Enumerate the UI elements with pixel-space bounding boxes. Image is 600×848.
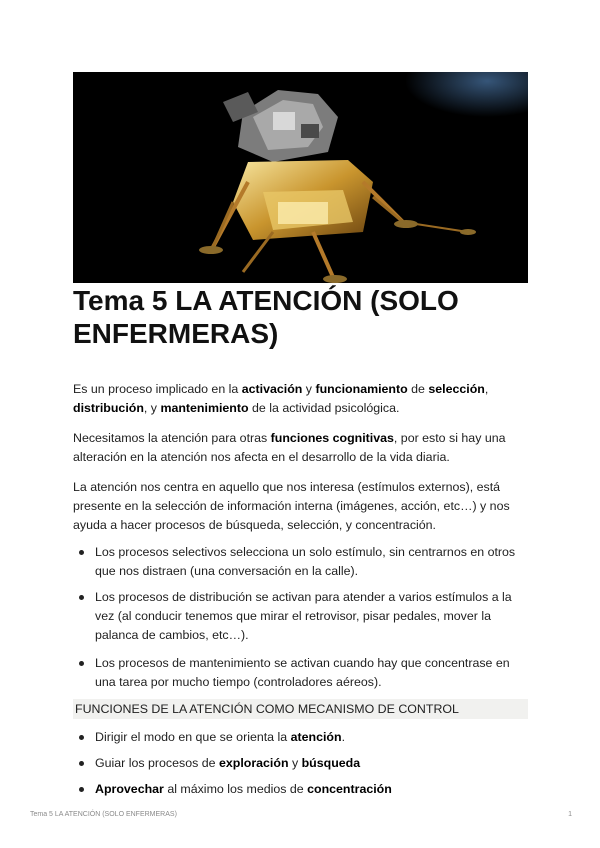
text-segment: , xyxy=(484,382,489,396)
bold-text: mantenimiento xyxy=(160,401,249,415)
text-segment: , por esto si hay una alteración en la atención nos afecta en el desarrollo de la vida diaria. xyxy=(73,431,506,464)
list-item xyxy=(73,780,528,799)
bold-text: Aprovechar xyxy=(95,782,164,796)
list-item-text xyxy=(95,730,345,744)
list-item-text xyxy=(95,656,510,689)
bold-text: activación xyxy=(241,382,303,396)
text-segment: Es un proceso implicado en la xyxy=(73,382,242,396)
bold-text: distribución xyxy=(73,401,144,415)
text-segment: Los procesos de distribución se activan para atender a varios estímulos a la vez (al conducir tenemos que mirar el retrovisor, pisar pedales, mover la palanca de cambios, etc…). xyxy=(95,590,512,642)
text-segment: y xyxy=(288,756,302,770)
text-segment: , y xyxy=(143,401,161,415)
text-segment: Dirigir el modo en que se orienta la xyxy=(95,730,291,744)
text-segment: Los procesos de mantenimiento se activan cuando hay que concentrase en una tarea por mucho tiempo (controladores aéreos). xyxy=(95,656,510,689)
list-item xyxy=(73,754,528,773)
list-item-text xyxy=(95,756,360,770)
paragraph xyxy=(73,478,528,535)
bullet-icon xyxy=(79,735,84,740)
bold-text: exploración xyxy=(218,756,289,770)
bullet-icon xyxy=(79,595,84,600)
paragraph xyxy=(73,429,528,467)
footer-title: Tema 5 LA ATENCIÓN (SOLO ENFERMERAS) xyxy=(30,811,177,818)
bold-text: selección xyxy=(428,382,485,396)
bullet-icon xyxy=(79,661,84,666)
section-header: FUNCIONES DE LA ATENCIÓN COMO MECANISMO DE CONTROL xyxy=(73,699,528,719)
text-segment: y xyxy=(302,382,316,396)
page-number: 1 xyxy=(568,811,572,818)
bullet-icon xyxy=(79,550,84,555)
text-segment: de xyxy=(407,382,429,396)
bold-text: funcionamiento xyxy=(315,382,408,396)
bullet-icon xyxy=(79,761,84,766)
text-segment: Los procesos selectivos selecciona un solo estímulo, sin centrarnos en otros que nos distraen (una conversación en la calle). xyxy=(95,545,516,578)
bold-text: búsqueda xyxy=(301,756,361,770)
page-title: Tema 5 LA ATENCIÓN (SOLO ENFERMERAS) xyxy=(73,285,459,349)
lunar-module-photo-icon xyxy=(73,72,528,283)
list-item xyxy=(73,588,528,645)
bullet-icon xyxy=(79,787,84,792)
list-item-text xyxy=(95,782,392,796)
bullet-list-functions xyxy=(73,728,528,799)
bold-text: funciones cognitivas xyxy=(270,431,394,445)
bold-text: atención xyxy=(290,730,342,744)
bold-text: concentración xyxy=(307,782,392,796)
list-item xyxy=(73,543,528,581)
text-segment: al máximo los medios de xyxy=(163,782,308,796)
paragraph xyxy=(73,380,528,418)
list-item xyxy=(73,728,528,747)
text-segment: Necesitamos la atención para otras xyxy=(73,431,271,445)
bullet-list-processes xyxy=(73,543,528,692)
document-body xyxy=(73,380,528,806)
list-item-text xyxy=(95,590,512,642)
text-segment: Guiar los procesos de xyxy=(95,756,219,770)
text-segment: La atención nos centra en aquello que nos interesa (estímulos externos), está presente en la selección de información interna (imágenes, acción, etc…) y nos ayuda a hacer procesos de búsqueda, selección, y concentración. xyxy=(73,480,510,532)
text-segment: . xyxy=(341,730,346,744)
list-item xyxy=(73,654,528,692)
cover-image xyxy=(73,72,528,283)
list-item-text xyxy=(95,545,515,578)
text-segment: de la actividad psicológica. xyxy=(248,401,400,415)
